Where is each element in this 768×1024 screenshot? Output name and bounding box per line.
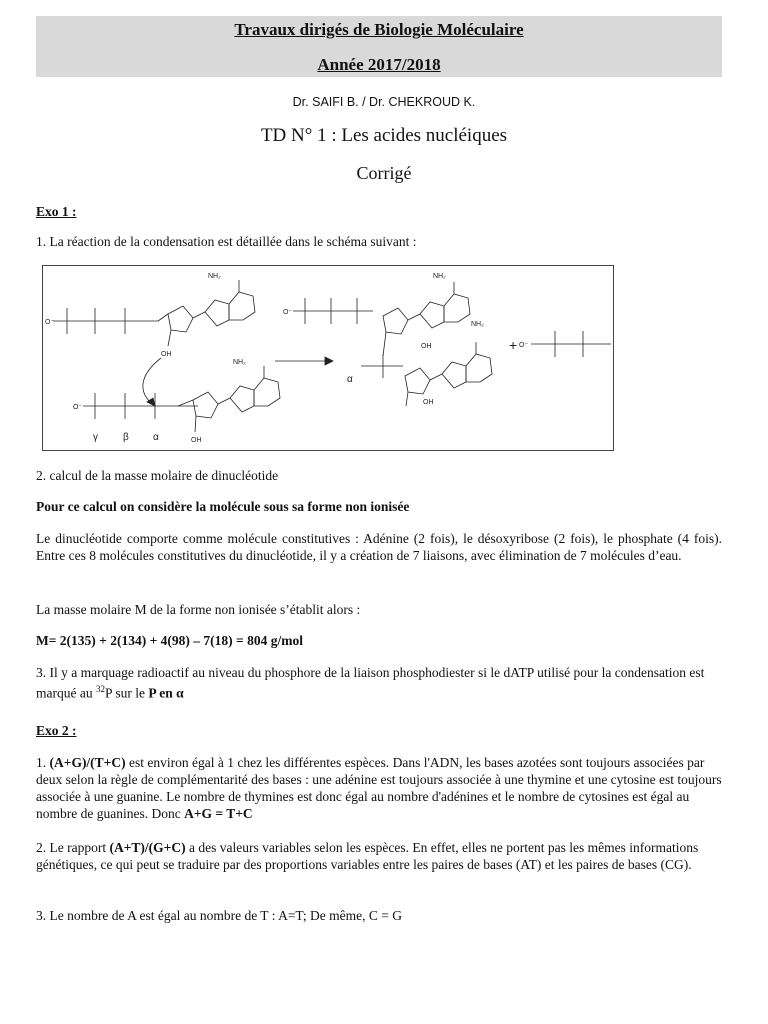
p1-conclusion: A+G = T+C xyxy=(184,806,253,821)
alpha-label-1: α xyxy=(153,432,159,443)
p1-number: 1. xyxy=(36,755,50,770)
gamma-label: γ xyxy=(93,432,98,443)
condensation-diagram xyxy=(42,265,614,451)
exo1-note: Pour ce calcul on considère la molécule sous sa forme non ionisée xyxy=(36,499,410,514)
o-minus-label-3: O⁻ xyxy=(283,309,293,316)
molar-mass-formula: M= 2(135) + 2(134) + 4(98) – 7(18) = 804 g/mol xyxy=(36,633,303,648)
exo1-question-1: 1. La réaction de la condensation est détaillée dans le schéma suivant : xyxy=(36,234,417,249)
authors: Dr. SAIFI B. / Dr. CHEKROUD K. xyxy=(292,95,476,109)
plus-sign: + xyxy=(509,337,518,353)
oh-label-4: OH xyxy=(423,399,434,406)
p2-intro: 2. Le rapport xyxy=(36,840,110,855)
exo1-question-3 xyxy=(36,664,722,702)
exo2-paragraph-1 xyxy=(36,754,722,822)
beta-label: β xyxy=(123,432,129,443)
q3-text-b: P sur le xyxy=(104,685,149,701)
nh2-label-4: NH₂ xyxy=(471,321,484,328)
exo1-heading: Exo 1 : xyxy=(36,204,77,219)
exo1-paragraph-2: La masse molaire M de la forme non ionisée s’établit alors : xyxy=(36,602,361,617)
oh-label-2: OH xyxy=(191,437,202,444)
document-title: Travaux dirigés de Biologie Moléculaire xyxy=(234,20,524,39)
exo1-question-2: 2. calcul de la masse molaire de dinucléotide xyxy=(36,468,279,483)
o-minus-label-2: O⁻ xyxy=(73,404,83,411)
exo2-heading: Exo 2 : xyxy=(36,723,77,738)
exo1-paragraph-1: Le dinucléotide comporte comme molécule constitutives : Adénine (2 fois), le désoxyribose (2 fois), le phosphate (4 fois). Entre ces 8 molécules constitutives du dinucléotide, il y a création de 7 liaisons, avec élimination de 7 molécules d’eau. xyxy=(36,531,722,563)
o-minus-label-4: O⁻ xyxy=(519,342,529,349)
o-minus-label-1: O⁻ xyxy=(45,319,55,326)
nh2-label-1: NH₂ xyxy=(208,273,221,280)
oh-label-3: OH xyxy=(421,343,432,350)
p2-body: a des valeurs variables selon les espèces. En effet, elles ne portent pas les mêmes informations génétiques, ce qui peut se traduire par des proportions variables entre les paires de bases (AT) et les paires de bases (CG). xyxy=(36,840,699,872)
exo2-paragraph-3: 3. Le nombre de A est égal au nombre de T : A=T; De même, C = G xyxy=(36,908,403,923)
alpha-label-2: α xyxy=(347,374,353,385)
p1-ratio: (A+G)/(T+C) xyxy=(49,755,126,770)
nh2-label-2: NH₂ xyxy=(233,359,246,366)
academic-year: Année 2017/2018 xyxy=(317,55,441,74)
q3-text-a: 3. Il y a marquage radioactif au niveau du phosphore de la liaison phosphodiester si le dATP utilisé pour la condensation est marqué au xyxy=(36,665,705,701)
q3-alpha-phosphate: P en α xyxy=(148,685,184,701)
td-title: TD N° 1 : Les acides nucléiques xyxy=(260,125,508,146)
exo2-paragraph-2 xyxy=(36,839,722,873)
oh-label-1: OH xyxy=(161,351,172,358)
nh2-label-3: NH₂ xyxy=(433,273,446,280)
p2-ratio: (A+T)/(G+C) xyxy=(109,840,186,855)
subtitle: Corrigé xyxy=(356,163,412,183)
q3-isotope-mass: 32 xyxy=(95,684,105,694)
header-box xyxy=(36,16,722,77)
p1-body: est environ égal à 1 chez les différentes espèces. Dans l'ADN, les bases azotées sont toujours associées par deux selon la règle de complémentarité des bases : une adénine est toujours associée à une thymine et une cytosine est toujours associée à une guanine. Le nombre de thymines est donc égal au nombre d'adénines et le nombre de cytosines est égal au nombre de guanines. Donc xyxy=(36,755,722,821)
